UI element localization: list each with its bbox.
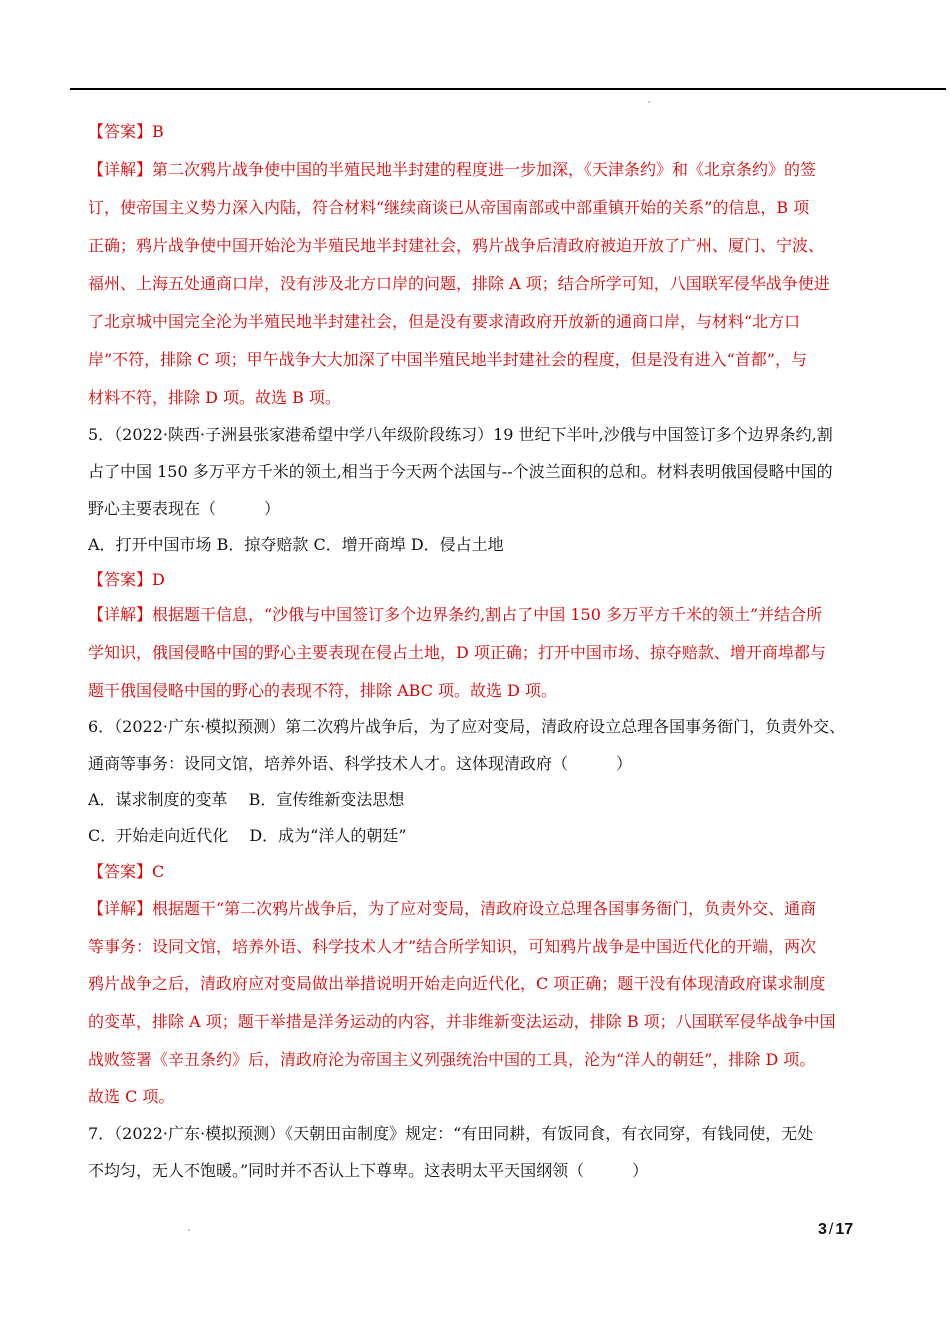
question-line: 5．（2022·陕西·子洲县张家港希望中学八年级阶段练习）19 世纪下半叶,沙俄与中国签订多个边界条约,割 [88, 425, 833, 444]
question-line: A．谋求制度的变革 B．宣传维新变法思想 [88, 790, 405, 809]
answer-line: 【详解】第二次鸦片战争使中国的半殖民地半封建的程度进一步加深，《天津条约》和《北京条约》的签 [88, 160, 817, 179]
answer-line: 学知识，俄国侵略中国的野心主要表现在侵占土地，D 项正确；打开中国市场、掠夺赔款、增开商埠都与 [88, 643, 826, 662]
answer-line: 等事务：设同文馆，培养外语、科学技术人才”结合所学知识，可知鸦片战争是中国近代化的开端，两次 [88, 937, 817, 956]
question-line: 占了中国 150 多万平方千米的领土,相当于今天两个法国与--个波兰面积的总和。材料表明俄国侵略中国的 [88, 462, 833, 481]
answer-line: 正确；鸦片战争使中国开始沦为半殖民地半封建社会，鸦片战争后清政府被迫开放了广州、厦门、宁波、 [88, 236, 825, 255]
scan-dot [648, 101, 650, 103]
answer-line: 【答案】C [88, 862, 165, 881]
question-line: 不均匀，无人不饱暖。”同时并不否认上下尊卑。这表明太平天国纲领（ ） [88, 1161, 649, 1180]
answer-line: 的变革，排除 A 项；题干举措是洋务运动的内容，并非维新变法运动，排除 B 项；八国联军侵华战争中国 [88, 1012, 836, 1031]
answer-line: 材料不符，排除 D 项。故选 B 项。 [88, 388, 341, 407]
header-rule [70, 88, 946, 90]
page-current: 3 [818, 1221, 827, 1238]
answer-line: 鸦片战争之后，清政府应对变局做出举措说明开始走向近代化，C 项正确；题干没有体现清政府谋求制度 [88, 974, 826, 993]
question-line: 7．（2022·广东·模拟预测）《天朝田亩制度》规定：“有田同耕，有饭同食，有衣同穿，有钱同使，无处 [88, 1124, 814, 1143]
answer-line: 福州、上海五处通商口岸，没有涉及北方口岸的问题，排除 A 项；结合所学可知，八国联军侵华战争使进 [88, 274, 830, 293]
question-line: 野心主要表现在（ ） [88, 499, 281, 518]
page-separator: / [828, 1221, 834, 1238]
scan-dot [188, 1229, 190, 1231]
answer-line: 【答案】D [88, 570, 165, 589]
answer-line: 战败签署《辛丑条约》后，清政府沦为帝国主义列强统治中国的工具，沦为“洋人的朝廷”，排除 D 项。 [88, 1050, 816, 1069]
page-total: 17 [835, 1221, 854, 1238]
page-number [818, 1221, 853, 1239]
question-line: A．打开中国市场 B．掠夺赔款 C．增开商埠 D．侵占土地 [88, 535, 504, 554]
question-line: C．开始走向近代化 D．成为“洋人的朝廷” [88, 826, 407, 845]
answer-line: 【答案】B [88, 122, 164, 141]
question-line: 通商等事务：设同文馆，培养外语、科学技术人才。这体现清政府（ ） [88, 754, 633, 773]
answer-line: 订，使帝国主义势力深入内陆，符合材料“继续商谈已从帝国南部或中部重镇开始的关系”的信息，B 项 [88, 198, 810, 217]
answer-line: 岸”不符，排除 C 项；甲午战争大大加深了中国半殖民地半封建社会的程度，但是没有进入“首都”，与 [88, 350, 807, 369]
answer-line: 题干俄国侵略中国的野心的表现不符，排除 ABC 项。故选 D 项。 [88, 681, 558, 700]
answer-line: 故选 C 项。 [88, 1087, 175, 1106]
answer-line: 了北京城中国完全沦为半殖民地半封建社会，但是没有要求清政府开放新的通商口岸，与材料“北方口 [88, 312, 801, 331]
answer-line: 【详解】根据题干“第二次鸦片战争后，为了应对变局，清政府设立总理各国事务衙门，负责外交、通商 [88, 899, 817, 918]
question-line: 6．（2022·广东·模拟预测）第二次鸦片战争后，为了应对变局，清政府设立总理各国事务衙门，负责外交、 [88, 717, 846, 736]
answer-line: 【详解】根据题干信息，“沙俄与中国签订多个边界条约,割占了中国 150 多万平方千米的领土”并结合所 [88, 605, 823, 624]
